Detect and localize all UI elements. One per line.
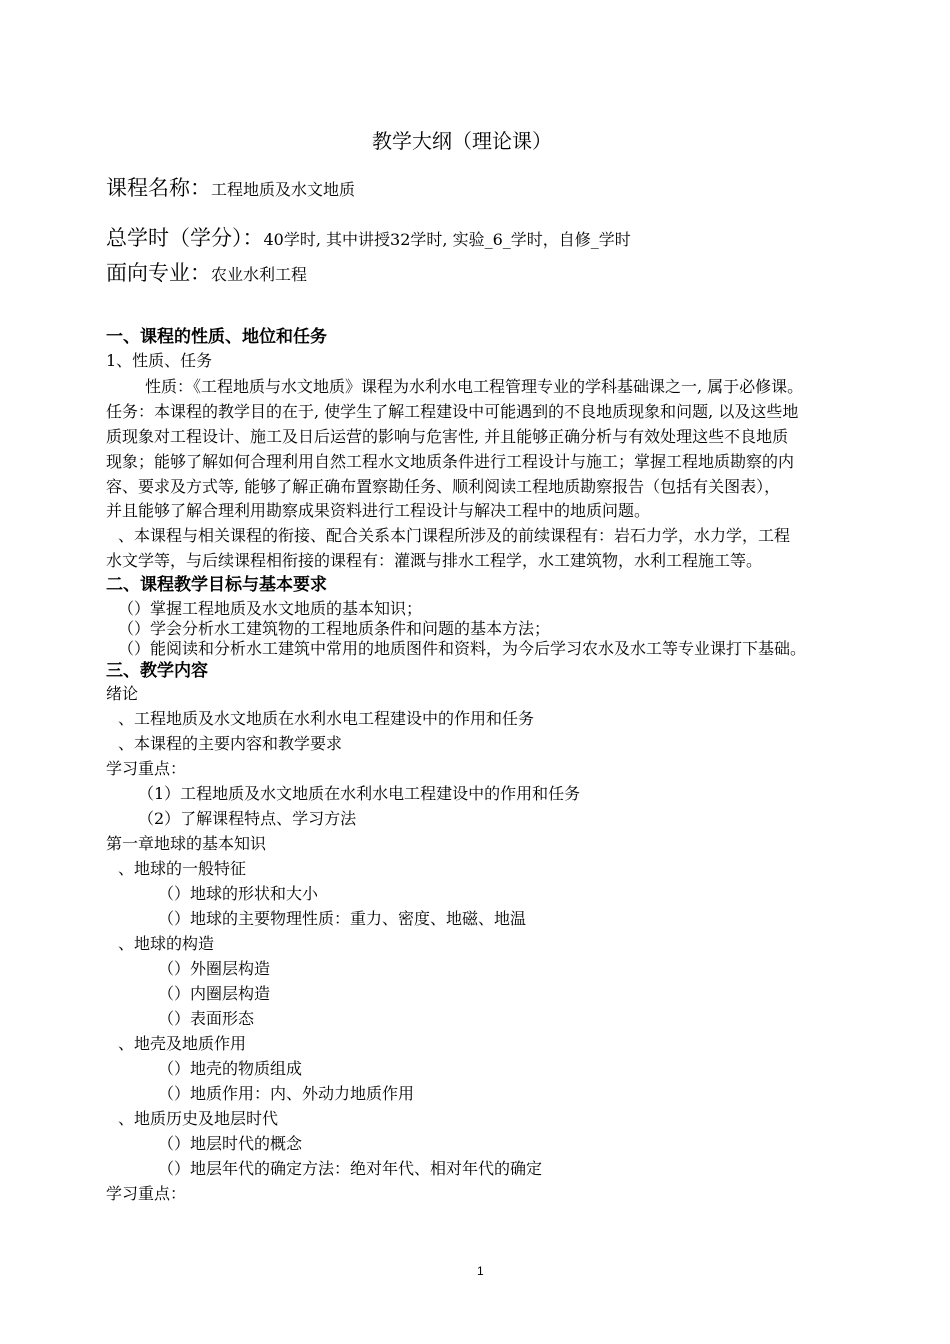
section-1-subheading: 1、性质、任务 xyxy=(106,351,213,370)
page-title: 教学大纲（理论课） xyxy=(372,129,552,153)
key-point-item: （1）工程地质及水文地质在水利水电工程建设中的作用和任务 xyxy=(138,784,581,803)
chapter-1-item: （）内圈层构造 xyxy=(158,984,271,1003)
course-name-label: 课程名称： xyxy=(106,176,211,200)
intro-item: 、本课程的主要内容和教学要求 xyxy=(118,734,343,753)
chapter-1-item: （）地质作用：内、外动力地质作用 xyxy=(158,1084,415,1103)
goal-item: （）掌握工程地质及水文地质的基本知识； xyxy=(118,599,423,618)
nature-line: 质现象对工程设计、施工及日后运营的影响与危害性, 并且能够正确分析与有效处理这些不良地质 xyxy=(106,427,789,446)
chapter-1-section: 、地壳及地质作用 xyxy=(118,1034,247,1053)
chapter-1-section: 、地球的构造 xyxy=(118,934,215,953)
key-points-label: 学习重点： xyxy=(106,759,187,778)
chapter-1-item: （）地层时代的概念 xyxy=(158,1134,303,1153)
relation-line: 、本课程与相关课程的衔接、配合关系本门课程所涉及的前续课程有：岩石力学，水力学，工程 xyxy=(118,526,791,545)
chapter-1-item: （）地球的形状和大小 xyxy=(158,884,319,903)
chapter-1-item: （）地壳的物质组成 xyxy=(158,1059,303,1078)
intro-heading: 绪论 xyxy=(106,684,139,703)
major-label: 面向专业： xyxy=(106,261,211,285)
goal-item: （）学会分析水工建筑物的工程地质条件和问题的基本方法； xyxy=(118,619,551,638)
course-name-row xyxy=(106,174,355,204)
relation-line: 水文学等，与后续课程相衔接的课程有：灌溉与排水工程学，水工建筑物，水利工程施工等。 xyxy=(106,551,763,570)
key-points-label: 学习重点： xyxy=(106,1184,187,1203)
major-value: 农业水利工程 xyxy=(211,265,308,284)
nature-line: 并且能够了解合理利用勘察成果资料进行工程设计与解决工程中的地质问题。 xyxy=(106,501,651,520)
intro-item: 、工程地质及水文地质在水利水电工程建设中的作用和任务 xyxy=(118,709,535,728)
chapter-1-section: 、地质历史及地层时代 xyxy=(118,1109,279,1128)
section-1-heading: 一、课程的性质、地位和任务 xyxy=(106,327,327,347)
chapter-1-item: （）表面形态 xyxy=(158,1009,255,1028)
nature-line: 容、要求及方式等, 能够了解正确布置察勘任务、顺利阅读工程地质勘察报告（包括有关图表）， xyxy=(106,477,781,496)
key-point-item: （2）了解课程特点、学习方法 xyxy=(138,809,357,828)
chapter-1-item: （）地层年代的确定方法：绝对年代、相对年代的确定 xyxy=(158,1159,543,1178)
nature-line: 性质：《工程地质与水文地质》课程为水利水电工程管理专业的学科基础课之一, 属于必修课。 xyxy=(145,377,804,396)
total-hours-row xyxy=(106,224,631,254)
major-row xyxy=(106,259,307,289)
section-3-heading: 三、教学内容 xyxy=(106,661,208,681)
total-hours-value: 40学时, 其中讲授32学时, 实验_6_学时，自修_学时 xyxy=(263,230,631,249)
chapter-1-heading: 第一章地球的基本知识 xyxy=(106,834,267,853)
total-hours-label: 总学时（学分）： xyxy=(106,226,264,250)
goal-item: （）能阅读和分析水工建筑中常用的地质图件和资料，为今后学习农水及水工等专业课打下基础。 xyxy=(118,639,807,658)
chapter-1-item: （）地球的主要物理性质：重力、密度、地磁、地温 xyxy=(158,909,527,928)
page-number: 1 xyxy=(477,1264,484,1278)
chapter-1-section: 、地球的一般特征 xyxy=(118,859,247,878)
chapter-1-item: （）外圈层构造 xyxy=(158,959,271,978)
section-2-heading: 二、课程教学目标与基本要求 xyxy=(106,575,327,595)
nature-line: 任务：本课程的教学目的在于, 使学生了解工程建设中可能遇到的不良地质现象和问题, 以及这些地 xyxy=(106,402,799,421)
course-name-value: 工程地质及水文地质 xyxy=(211,180,356,199)
nature-line: 现象；能够了解如何合理利用自然工程水文地质条件进行工程设计与施工；掌握工程地质勘察的内 xyxy=(106,452,795,471)
